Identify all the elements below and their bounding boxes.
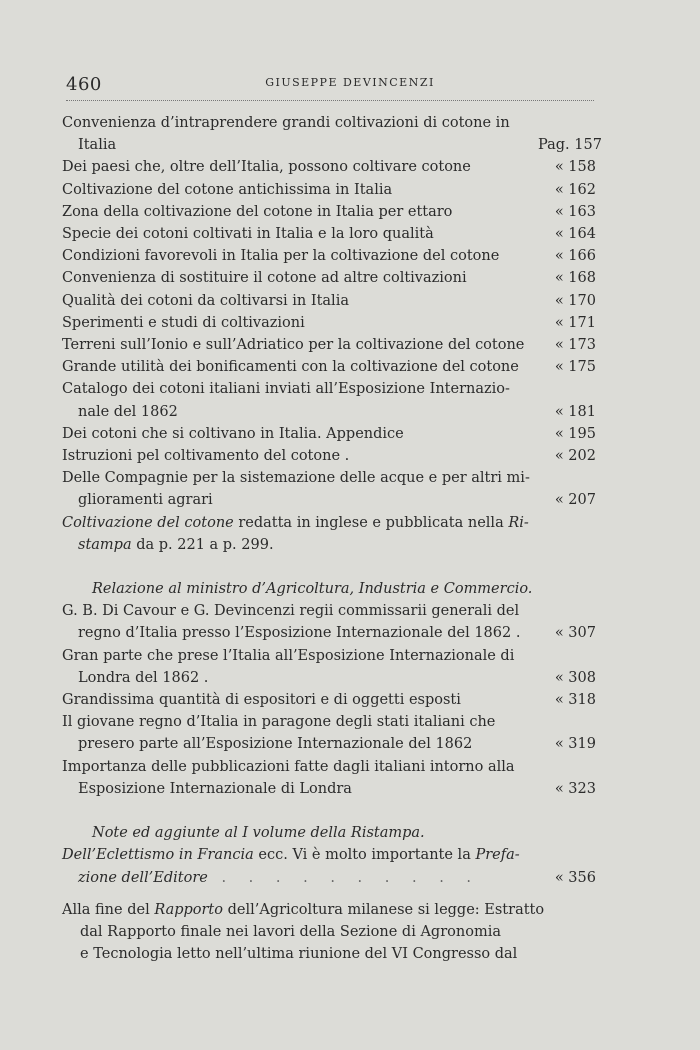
page-number: 460	[66, 74, 102, 95]
toc-entry-line: Gran parte che prese l’Italia all’Esposizione Internazionale di	[62, 647, 515, 664]
toc-page-ref: « 168	[554, 270, 596, 287]
toc-page-ref: « 308	[554, 669, 596, 686]
toc-entry-line: Grande utilità dei bonificamenti con la coltivazione del cotone	[62, 359, 519, 376]
toc-entry-line: Condizioni favorevoli in Italia per la coltivazione del cotone	[62, 248, 500, 265]
toc-entry	[62, 645, 602, 689]
toc-entry-line: Importanza delle pubblicazioni fatte dagli italiani intorno alla	[62, 758, 515, 775]
toc-entry-line: Dei cotoni che si coltivano in Italia. Appendice	[62, 425, 404, 442]
toc-entry-line: Catalogo dei cotoni italiani inviati all’Esposizione Internazio-	[62, 381, 510, 398]
toc-entry	[62, 445, 602, 467]
toc-page-ref: « 166	[554, 248, 596, 265]
toc-page-ref: « 307	[554, 625, 596, 642]
closing-paragraph: Alla fine del Rapporto dell’Agricoltura milanese si legge: Estratto dal Rapporto finale nei lavori della Sezione di Agronomia e Tecnologia letto nell’ultima riunione del VI Congresso dal	[62, 901, 545, 963]
toc-entry-line: Delle Compagnie per la sistemazione delle acque e per altri mi-	[62, 470, 530, 487]
toc-page-ref: « 175	[554, 359, 596, 376]
toc-page-ref: « 173	[554, 337, 596, 354]
toc-page-ref: « 195	[554, 425, 596, 442]
running-head: GIUSEPPE DEVINCENZI	[265, 76, 435, 89]
ristampa-note-cont: stampa da p. 221 a p. 299.	[78, 536, 274, 553]
toc-page-ref: Pag. 157	[538, 137, 602, 154]
toc-entry-line: Esposizione Internazionale di Londra	[78, 780, 352, 797]
toc-page-ref: « 318	[554, 692, 596, 709]
toc-entry-line: Istruzioni pel coltivamento del cotone .	[62, 448, 350, 465]
toc-entry-line: Dei paesi che, oltre dell’Italia, possono coltivare cotone	[62, 159, 471, 176]
toc-page-ref: « 164	[554, 226, 596, 243]
toc-page-ref: « 162	[554, 181, 596, 198]
toc-entry	[62, 201, 602, 223]
toc-page-ref: « 356	[554, 869, 596, 886]
toc-entry	[62, 600, 602, 644]
toc-page-ref: « 171	[554, 314, 596, 331]
toc-entry	[62, 156, 602, 178]
toc-entry-line: glioramenti agrari	[78, 492, 213, 509]
toc-entry	[62, 356, 602, 378]
toc-entry-line: regno d’Italia presso l’Esposizione Internazionale del 1862 .	[78, 625, 521, 642]
toc-page-ref: « 323	[554, 780, 596, 797]
toc-entry-line: Qualità dei cotoni da coltivarsi in Italia	[62, 292, 349, 309]
toc-entry	[62, 467, 602, 511]
toc-page-ref: « 202	[554, 448, 596, 465]
toc-entry-line: Londra del 1862 .	[78, 669, 209, 686]
toc-page-ref: « 319	[554, 736, 596, 753]
toc-entry-line: Terreni sull’Ionio e sull’Adriatico per la coltivazione del cotone	[62, 337, 525, 354]
toc-entry	[62, 334, 602, 356]
toc-page-ref: « 170	[554, 292, 596, 309]
toc-entry	[62, 245, 602, 267]
toc-page-ref: « 207	[554, 492, 596, 509]
toc-entry-line: Sperimenti e studi di coltivazioni	[62, 314, 305, 331]
toc-entry-line: G. B. Di Cavour e G. Devincenzi regii commissarii generali del	[62, 603, 520, 620]
toc-page-ref: « 158	[554, 159, 596, 176]
toc-entry-line: presero parte all’Esposizione Internazionale del 1862	[78, 736, 473, 753]
toc-entry	[62, 179, 602, 201]
toc-entry-line: Specie dei cotoni coltivati in Italia e la loro qualità	[62, 226, 434, 243]
toc-entry	[62, 290, 602, 312]
section-heading-note: Note ed aggiunte al I volume della Ristampa.	[92, 825, 425, 842]
toc-entry	[62, 112, 602, 156]
toc-entry	[62, 756, 602, 800]
toc-entry-line: Convenienza d’intraprendere grandi coltivazioni di cotone in	[62, 115, 510, 131]
toc-entry-line: Il giovane regno d’Italia in paragone degli stati italiani che	[62, 714, 496, 731]
toc-section-relazione	[62, 600, 602, 800]
toc-entry	[62, 378, 602, 422]
toc-entry-line: nale del 1862	[78, 403, 178, 420]
toc-entry-line: Grandissima quantità di espositori e di oggetti esposti	[62, 692, 461, 709]
toc-entry-line: Coltivazione del cotone antichissima in Italia	[62, 181, 393, 198]
toc-entry-line: Italia	[78, 137, 117, 154]
page-header	[66, 70, 594, 101]
toc-section-cotone	[62, 112, 602, 512]
toc-entry	[62, 312, 602, 334]
toc-entry	[62, 223, 602, 245]
section-heading-relazione: Relazione al ministro d’Agricoltura, Industria e Commercio.	[92, 581, 533, 598]
toc-page-ref: « 163	[554, 203, 596, 220]
toc-entry	[62, 267, 602, 289]
toc-entry	[62, 423, 602, 445]
toc-page-ref: « 181	[554, 403, 596, 420]
table-of-contents	[62, 112, 602, 965]
toc-entry	[62, 689, 602, 711]
toc-entry-line: Zona della coltivazione del cotone in Italia per ettaro	[62, 203, 453, 220]
ristampa-note: Coltivazione del cotone redatta in inglese e pubblicata nella Ri-	[62, 514, 529, 531]
toc-entry-eclettismo: Dell’Eclettismo in Francia ecc. Vi è molto importante la Prefa- zione dell’Editore . . . . . . . . . . « 356	[62, 844, 602, 888]
toc-entry	[62, 711, 602, 755]
toc-entry-line: Convenienza di sostituire il cotone ad altre coltivazioni	[62, 270, 467, 287]
